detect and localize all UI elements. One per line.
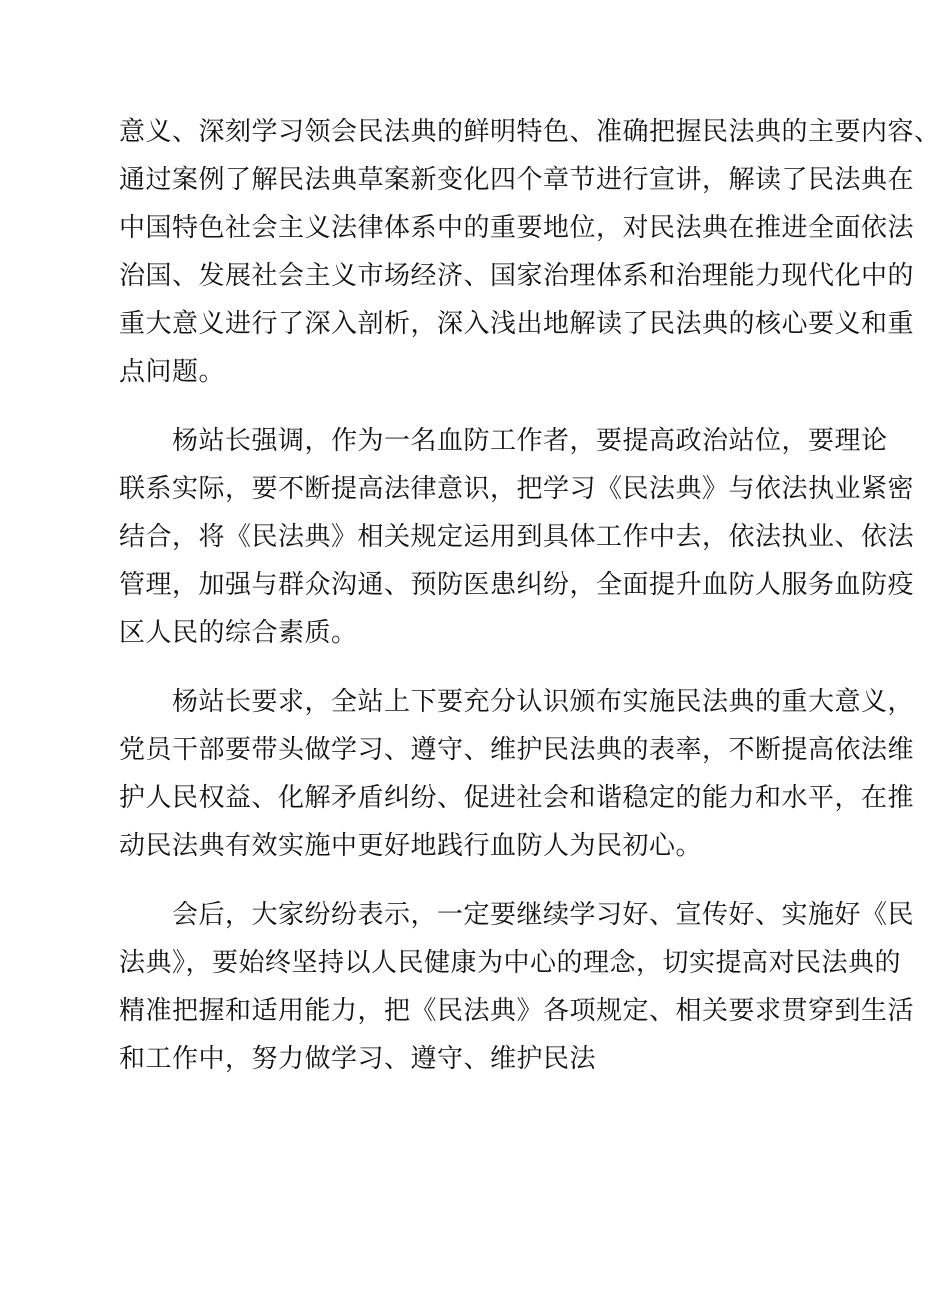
paragraph-2 <box>119 417 915 657</box>
document-body <box>119 108 941 1083</box>
text-line: 法典》，要始终坚持以人民健康为中心的理念，切实提高对民法典的 <box>119 948 902 978</box>
text-line: 杨站长要求，全站上下要充分认识颁布实施民法典的重大意义， <box>119 687 915 717</box>
text-line: 通过案例了解民法典草案新变化四个章节进行宣讲，解读了民法典在 <box>119 165 915 195</box>
text-line: 治国、发展社会主义市场经济、国家治理体系和治理能力现代化中的 <box>119 261 915 291</box>
text-line: 和工作中，努力做学习、遵守、维护民法 <box>119 1044 597 1074</box>
paragraph-1 <box>119 108 941 396</box>
text-line: 意义、深刻学习领会民法典的鲜明特色、准确把握民法典的主要内容、 <box>119 117 941 147</box>
text-line: 管理，加强与群众沟通、预防医患纠纷，全面提升血防人服务血防疫 <box>119 570 915 600</box>
paragraph-4 <box>119 891 915 1083</box>
text-line: 结合，将《民法典》相关规定运用到具体工作中去，依法执业、依法 <box>119 522 915 552</box>
text-line: 区人民的综合素质。 <box>119 618 358 648</box>
text-line: 会后，大家纷纷表示，一定要继续学习好、宣传好、实施好《民 <box>119 900 915 930</box>
text-line: 杨站长强调，作为一名血防工作者，要提高政治站位，要理论 <box>119 426 888 456</box>
text-line: 动民法典有效实施中更好地践行血防人为民初心。 <box>119 831 703 861</box>
text-line: 重大意义进行了深入剖析，深入浅出地解读了民法典的核心要义和重 <box>119 309 915 339</box>
text-line: 党员干部要带头做学习、遵守、维护民法典的表率，不断提高依法维 <box>119 735 915 765</box>
text-line: 中国特色社会主义法律体系中的重要地位，对民法典在推进全面依法 <box>119 213 915 243</box>
text-line: 精准把握和适用能力，把《民法典》各项规定、相关要求贯穿到生活 <box>119 996 915 1026</box>
text-line: 联系实际，要不断提高法律意识，把学习《民法典》与依法执业紧密 <box>119 474 915 504</box>
paragraph-3 <box>119 678 915 870</box>
text-line: 点问题。 <box>119 357 226 387</box>
text-line: 护人民权益、化解矛盾纠纷、促进社会和谐稳定的能力和水平，在推 <box>119 783 915 813</box>
